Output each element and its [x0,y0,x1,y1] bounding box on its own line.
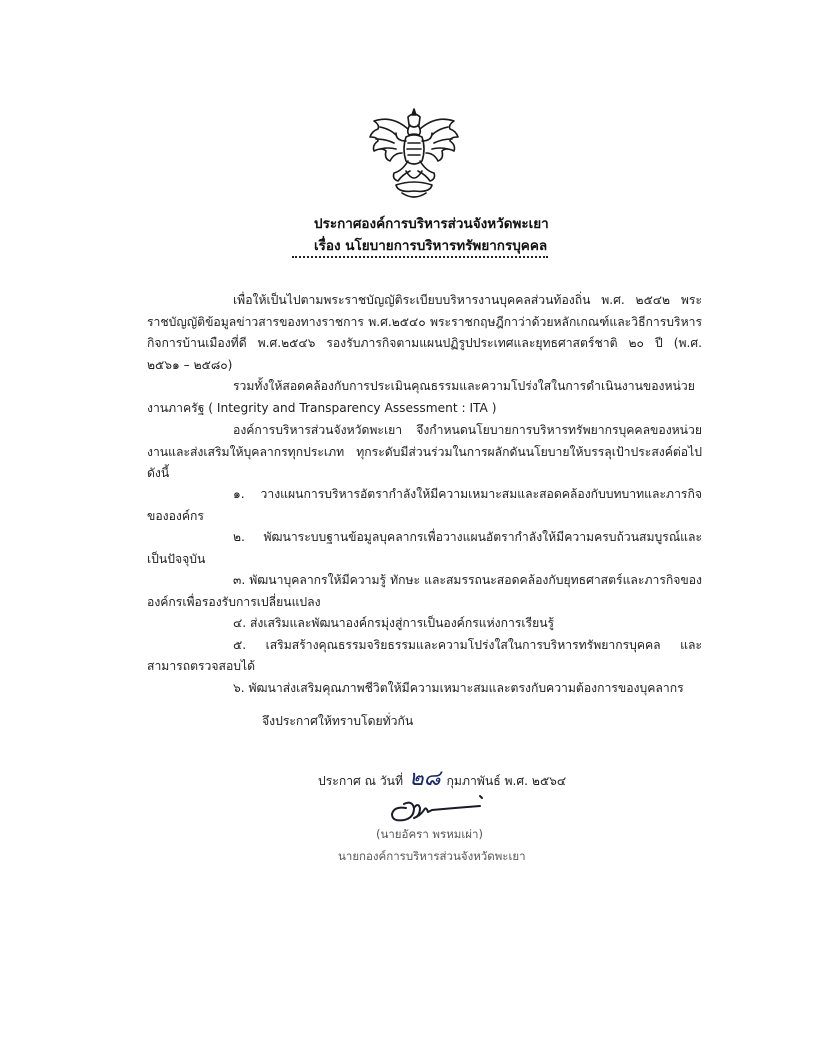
signer-position: นายกองค์การบริหารส่วนจังหวัดพะเยา [338,849,526,863]
policy-list [147,484,702,699]
policy-item: ๓. พัฒนาบุคลากรให้มีความรู้ ทักษะ และสมรรถนะสอดคล้องกับยุทธศาสตร์และภารกิจขององค์กรเพื่อรองรับการเปลี่ยนแปลง [147,573,702,609]
policy-item: ๕. เสริมสร้างคุณธรรมจริยธรรมและความโปร่งใสในการบริหารทรัพยากรบุคคล และสามารถตรวจสอบได้ [147,637,702,673]
policy-item: ๑. วางแผนการบริหารอัตรากำลังให้มีความเหมาะสมและสอดคล้องกับบทบาทและภารกิจขององค์กร [147,487,702,523]
document-subject: เรื่อง นโยบายการบริหารทรัพยากรบุคคล [314,238,548,254]
closing-statement: จึงประกาศให้ทราบโดยทั่วกัน [262,714,414,728]
garuda-emblem-icon [366,105,462,205]
announce-prefix: ประกาศ ณ วันที่ [318,774,404,788]
policy-item: ๖. พัฒนาส่งเสริมคุณภาพชีวิตให้มีความเหมาะสมและตรงกับความต้องการของบุคลากร [233,680,684,695]
announce-month-year: กุมภาพันธ์ พ.ศ. ๒๕๖๔ [446,774,567,788]
paragraph-legal-basis: เพื่อให้เป็นไปตามพระราชบัญญัติระเบียบบริหารงานบุคคลส่วนท้องถิ่น พ.ศ. ๒๕๔๒ พระราชบัญญัติข้อมูลข่าวสารของทางราชการ พ.ศ.๒๕๔๐ พระราชกฤษฎีกาว่าด้วยหลักเกณฑ์และวิธีการบริหารกิจการบ้านเมืองที่ดี พ.ศ.๒๕๔๖ รองรับภารกิจตามแผนปฏิรูปประเทศและยุทธศาสตร์ชาติ ๒๐ ปี (พ.ศ. ๒๕๖๑ – ๒๕๘๐) [147,293,702,372]
paragraph-policy-intro: องค์การบริหารส่วนจังหวัดพะเยา จึงกำหนดนโยบายการบริหารทรัพยากรบุคคลของหน่วยงานและส่งเสริมให้บุคลากรทุกประเภท ทุกระดับมีส่วนร่วมในการผลักดันนโยบายให้บรรลุเป้าประสงค์ต่อไป ดังนี้ [147,423,702,480]
signer-name: (นายอัครา พรหมเผ่า) [376,827,483,841]
policy-item: ๔. ส่งเสริมและพัฒนาองค์กรมุ่งสู่การเป็นองค์กรแห่งการเรียนรู้ [233,616,555,630]
title-divider [292,256,548,258]
handwritten-day: ๒๘ [409,766,441,791]
paragraph-ita: รวมทั้งให้สอดคล้องกับการประเมินคุณธรรมและความโปร่งใสในการดำเนินงานของหน่วยงานภาครัฐ ( Integrity and Transparency Assessment : ITA ) [147,379,695,415]
document-title: ประกาศองค์การบริหารส่วนจังหวัดพะเยา [314,216,549,232]
policy-item: ๒. พัฒนาระบบฐานข้อมูลบุคลากรเพื่อวางแผนอัตรากำลังให้มีความครบถ้วนสมบูรณ์และเป็นปัจจุบัน [147,530,702,566]
handwritten-signature [384,786,496,826]
